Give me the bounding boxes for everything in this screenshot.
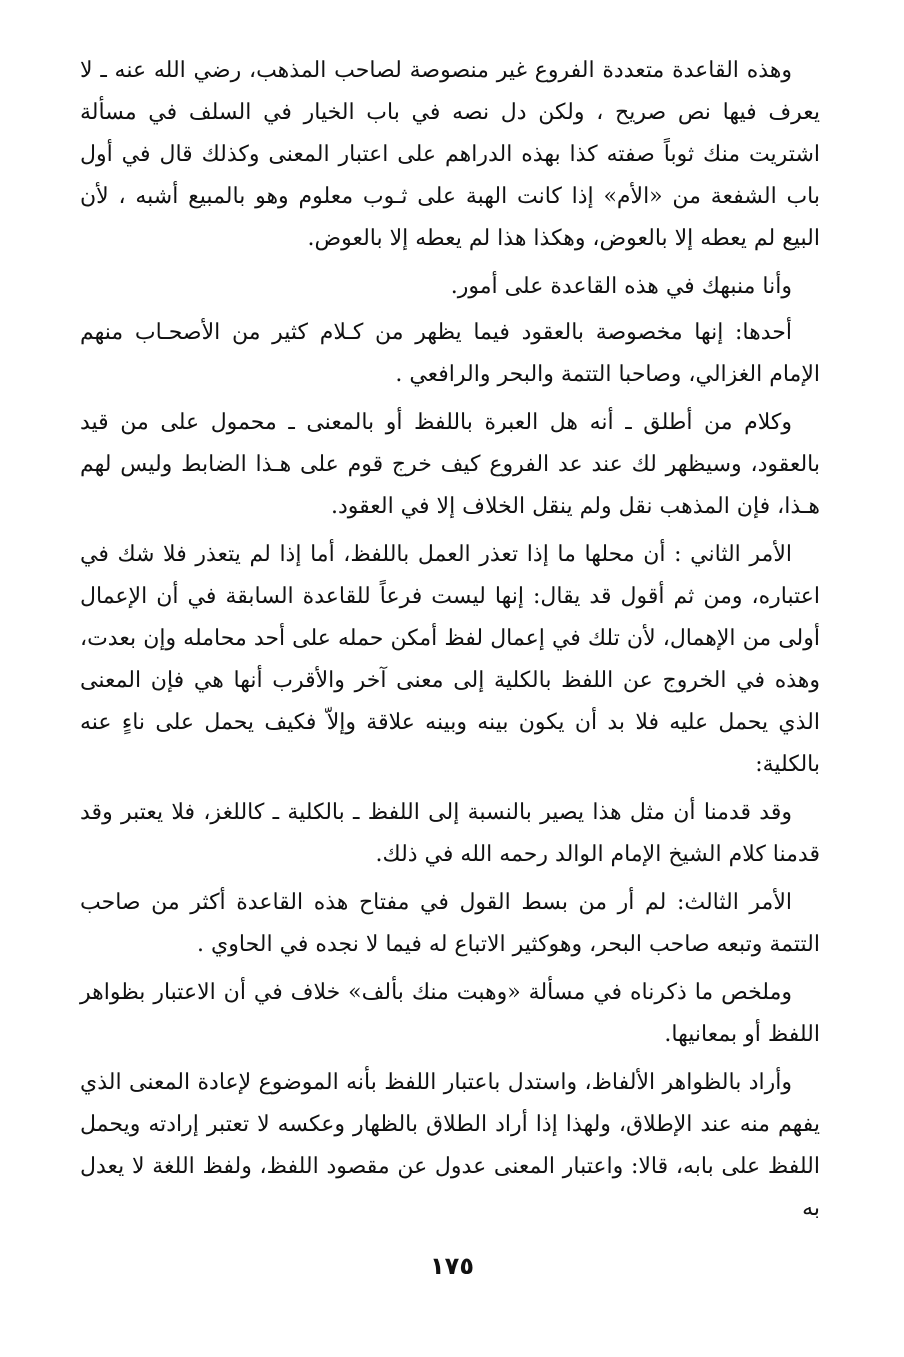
page-number: ١٧٥ <box>430 1252 474 1280</box>
paragraph-6: وقد قدمنا أن مثل هذا يصير بالنسبة إلى اللفظ ـ بالكلية ـ كاللغز، فلا يعتبر وقد قدمنا كلام الشيخ الإمام الوالد رحمه الله في ذلك. <box>80 800 820 867</box>
paragraph-3: أحدها: إنها مخصوصة بالعقود فيما يظهر من كـلام كثير من الأصحـاب منهم الإمام الغزالي، وصاحبا التتمة والبحر والرافعي . <box>80 320 820 387</box>
paragraph-5: الأمر الثاني : أن محلها ما إذا تعذر العمل باللفظ، أما إذا لم يتعذر فلا شك في اعتباره، ومن ثم أقول قد يقال: إنها ليست فرعاً للقاعدة السابقة في أن الإعمال أولى من الإهمال، لأن تلك في إعمال لفظ أمكن حمله على أحد محامله وإن بعدت، وهذه في الخروج عن اللفظ بالكلية إلى معنى آخر والأقرب أنها هي فإن المعنى الذي يحمل عليه فلا بد أن يكون بينه وبينه علاقة وإلاّ فكيف يحمل على ناءٍ عنه بالكلية: <box>80 542 820 777</box>
paragraph-4: وكلام من أطلق ـ أنه هل العبرة باللفظ أو بالمعنى ـ محمول على من قيد بالعقود، وسيظهر لك عند عد الفروع كيف خرج قوم على هـذا الضابط وليس لهم هـذا، فإن المذهب نقل ولم ينقل الخلاف إلا في العقود. <box>80 410 820 519</box>
body-text <box>80 50 820 1236</box>
paragraph-1: وهذه القاعدة متعددة الفروع غير منصوصة لصاحب المذهب، رضي الله عنه ـ لا يعرف فيها نص صريح ، ولكن دل نصه في باب الخيار في السلف في مسألة اشتريت منك ثوباً صفته كذا بهذه الدراهم على اعتبار المعنى وكذلك قال في أول باب الشفعة من «الأم» إذا كانت الهبة على ثـوب معلوم وهو بالمبيع أشبه ، لأن البيع لم يعطه إلا بالعوض، وهكذا هذا لم يعطه إلا بالعوض. <box>80 58 820 251</box>
paragraph-2: وأنا منبهك في هذه القاعدة على أمور. <box>450 274 792 299</box>
paragraph-7: الأمر الثالث: لم أر من بسط القول في مفتاح هذه القاعدة أكثر من صاحب التتمة وتبعه صاحب البحر، وهوكثير الاتباع له فيما لا نجده في الحاوي . <box>80 890 820 957</box>
paragraph-9: وأراد بالظواهر الألفاظ، واستدل باعتبار اللفظ بأنه الموضوع لإعادة المعنى الذي يفهم منه عند الإطلاق، ولهذا إذا أراد الطلاق بالظهار وعكسه لا تعتبر إرادته ويحمل اللفظ على بابه، قالا: واعتبار المعنى عدول عن مقصود اللفظ، ولفظ اللغة لا يعدل به <box>80 1070 820 1221</box>
paragraph-8: وملخص ما ذكرناه في مسألة «وهبت منك بألف» خلاف في أن الاعتبار بظواهر اللفظ أو بمعانيها. <box>80 980 820 1047</box>
